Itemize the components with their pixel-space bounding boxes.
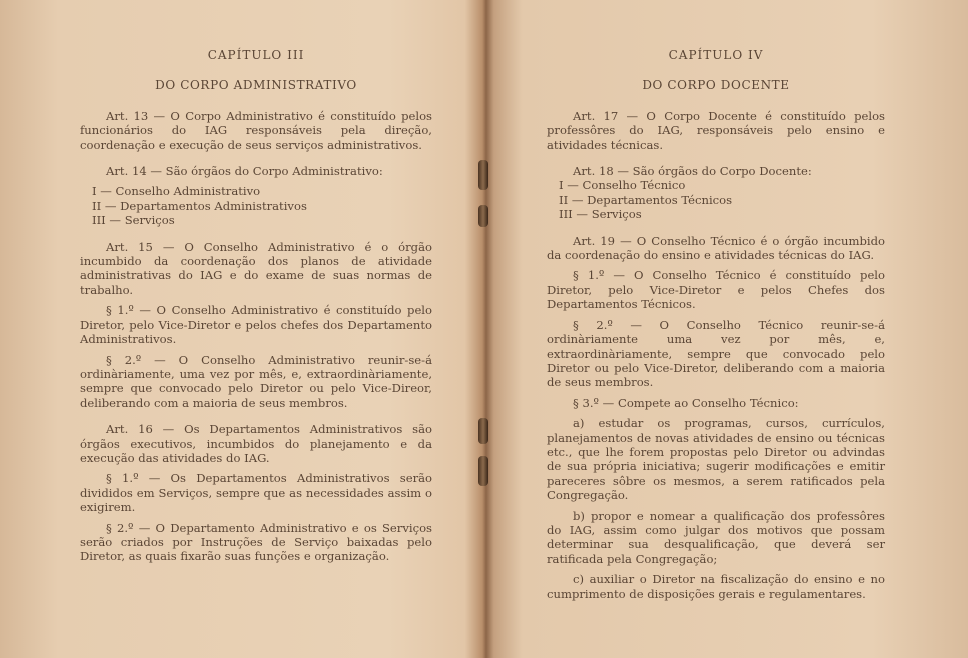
bottom-staple-lower (478, 456, 488, 486)
left-text-column (80, 48, 432, 564)
art-19-paragraph-3: § 3.º — Compete ao Conselho Técnico: (573, 395, 799, 410)
art-18: Art. 18 — São órgãos do Corpo Docente: (573, 164, 812, 179)
chapter-iii-title: CAPÍTULO III (207, 48, 305, 62)
top-staple-lower (478, 205, 488, 227)
art-14-list (80, 184, 432, 227)
chapter-iv-title: CAPÍTULO IV (668, 48, 764, 62)
right-page (484, 0, 968, 658)
art-14-item-1: I — Conselho Administrativo (92, 184, 261, 199)
art-16: Art. 16 — Os Departamentos Administrativos são órgãos executivos, incumbidos do planejamento e da execução das atividades do IAG. (80, 422, 432, 465)
art-14-item-3: III — Serviços (92, 213, 175, 228)
bottom-staple (478, 418, 488, 444)
art-19-item-b: b) propor e nomear a qualificação dos professôres do IAG, assim como julgar dos motivos que possam determinar sua desqualificação, que deverá ser ratificada pela Congregação; (547, 508, 885, 566)
art-14: Art. 14 — São órgãos do Corpo Administrativo: (106, 164, 383, 179)
art-18-item-2: II — Departamentos Técnicos (559, 192, 733, 207)
art-15-paragraph-1: § 1.º — O Conselho Administrativo é constituído pelo Diretor, pelo Vice-Diretor e pelos chefes dos Departamento Administrativos. (80, 303, 432, 347)
top-staple (478, 160, 488, 190)
art-15: Art. 15 — O Conselho Administrativo é o órgão incumbido da coordenação dos planos de atividade administrativas do IAG e do exame de suas normas de trabalho. (80, 239, 432, 297)
art-18-list (547, 178, 885, 221)
corpo-docente-heading: DO CORPO DOCENTE (642, 78, 790, 93)
art-16-paragraph-2: § 2.º — O Departamento Administrativo e os Serviços serão criados por Instruções de Serviço baixadas pelo Diretor, as quais fixarão suas funções e organização. (80, 520, 432, 564)
art-18-item-1: I — Conselho Técnico (559, 178, 686, 193)
art-13: Art. 13 — O Corpo Administrativo é constituído pelos funcionários do IAG responsáveis pela direção, coordenação e execução de seus serviços administrativos. (80, 108, 432, 152)
art-15-paragraph-2: § 2.º — O Conselho Administrativo reunir-se-á ordinàriamente, uma vez por mês, e, extraordinàriamente, sempre que convocado pelo Diretor ou pelo Vice-Direor, deliberando com a maioria de seus membros. (80, 352, 432, 410)
art-19-paragraph-1: § 1.º — O Conselho Técnico é constituído pelo Diretor, pelo Vice-Diretor e pelos Chefes dos Departamentos Técnicos. (547, 268, 885, 312)
art-19-item-c: c) auxiliar o Diretor na fiscalização do ensino e no cumprimento de disposições gerais e regulamentares. (547, 572, 885, 601)
art-14-item-2: II — Departamentos Administrativos (92, 198, 307, 213)
art-16-paragraph-1: § 1.º — Os Departamentos Administrativos serão divididos em Serviços, sempre que as necessidades assim o exigirem. (80, 471, 432, 515)
art-19-paragraph-2: § 2.º — O Conselho Técnico reunir-se-á ordinàriamente uma vez por mês, e, extraordinàriamente, sempre que convocado pelo Diretor ou pelo Vice-Diretor, deliberando com a maioria de seus membros. (547, 317, 885, 390)
art-17: Art. 17 — O Corpo Docente é constituído pelos professôres do IAG, responsáveis pelo ensino e atividades técnicas. (547, 108, 885, 152)
art-19: Art. 19 — O Conselho Técnico é o órgão incumbido da coordenação do ensino e atividades técnicas do IAG. (547, 233, 885, 263)
art-18-item-3: III — Serviços (559, 207, 642, 222)
corpo-administrativo-heading: DO CORPO ADMINISTRATIVO (155, 78, 357, 93)
art-19-item-a: a) estudar os programas, cursos, currículos, planejamentos de novas atividades de ensino ou técnicas etc., que lhe forem propostas pelo Diretor ou advindas de sua própria iniciativa; sugerir modificações e emitir pareceres sôbre os mesmos, a serem ratificados pela Congregação. (547, 416, 885, 503)
right-text-column (547, 48, 885, 601)
